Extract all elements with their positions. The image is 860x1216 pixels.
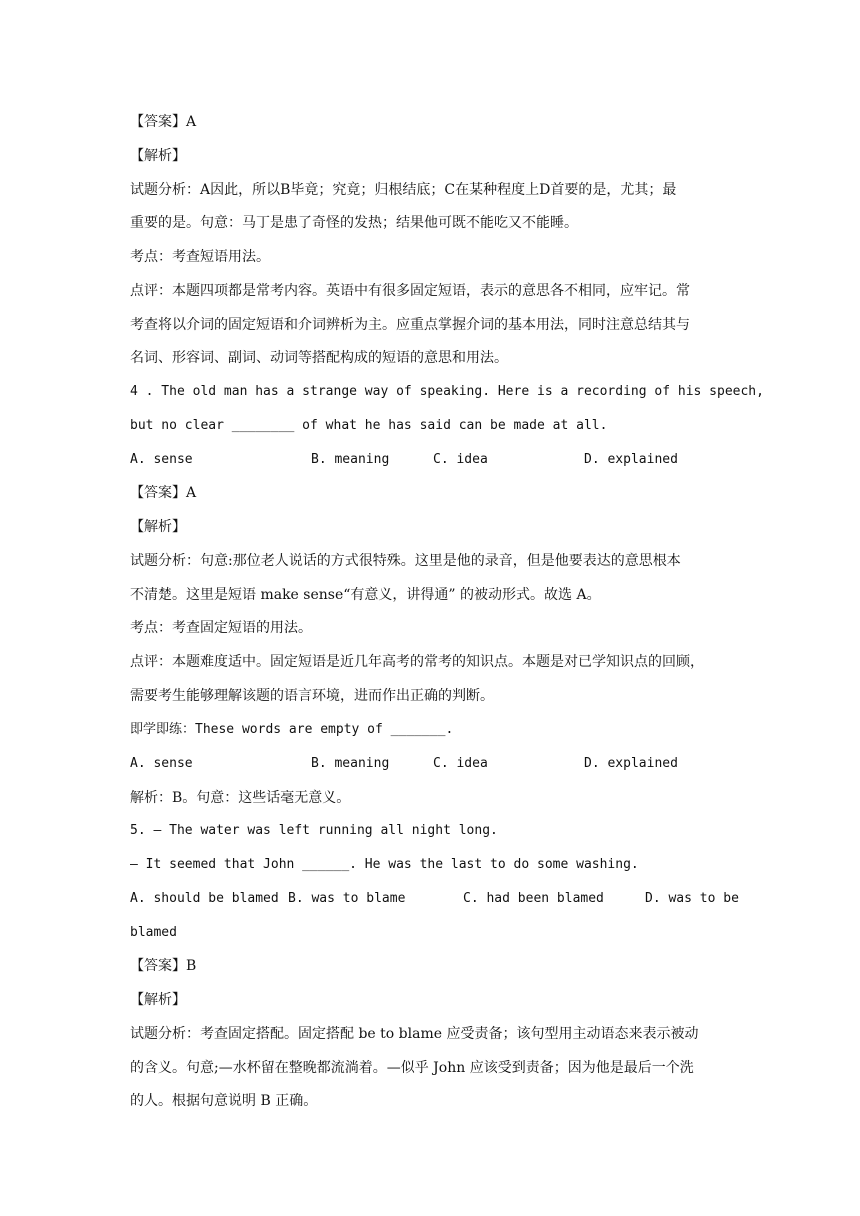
practice-option-c: C. idea (433, 756, 488, 771)
q5-analysis-line-2: 的含义。句意;—水杯留在整晚都流淌着。—似乎 John 应该受到责备；因为他是最后一个洗 (130, 1060, 694, 1076)
practice-option-a: A. sense (130, 756, 193, 771)
q5-option-c: C. had been blamed (463, 891, 604, 906)
q4-option-c: C. idea (433, 452, 488, 467)
q5-stem-line-1: 5. — The water was left running all night long. (130, 823, 498, 838)
q4-analysis-label: 【解析】 (130, 519, 186, 535)
q4-point: 考点：考查固定短语的用法。 (130, 620, 312, 636)
q4-option-a: A. sense (130, 452, 193, 467)
q5-analysis-line-3: 的人。根据句意说明 B 正确。 (130, 1093, 318, 1109)
q3-point: 考点：考查短语用法。 (130, 249, 270, 265)
q4-analysis-line-1: 试题分析：句意:那位老人说话的方式很特殊。这里是他的录音，但是他要表达的意思根本 (130, 553, 681, 569)
q5-analysis-label: 【解析】 (130, 992, 186, 1008)
q4-stem-line-2: but no clear ________ of what he has said can be made at all. (130, 418, 608, 433)
q5-analysis-line-1: 试题分析：考查固定搭配。固定搭配 be to blame 应受责备；该句型用主动语态来表示被动 (130, 1026, 699, 1042)
q3-answer: 【答案】A (130, 114, 197, 130)
q4-analysis-line-2: 不清楚。这里是短语 make sense“有意义，讲得通” 的被动形式。故选 A。 (130, 587, 601, 603)
q5-answer: 【答案】B (130, 958, 197, 974)
q5-option-b: B. was to blame (288, 891, 406, 906)
q3-comment-line-2: 考查将以介词的固定短语和介词辨析为主。应重点掌握介词的基本用法，同时注意总结其与 (130, 317, 690, 333)
q3-analysis-line-2: 重要的是。句意：马丁是患了奇怪的发热；结果他可既不能吃又不能睡。 (130, 215, 578, 231)
q4-option-b: B. meaning (311, 452, 390, 467)
q4-comment-line-1: 点评：本题难度适中。固定短语是近几年高考的常考的知识点。本题是对已学知识点的回顾， (130, 654, 704, 670)
q4-option-d: D. explained (584, 452, 678, 467)
q4-answer: 【答案】A (130, 485, 197, 501)
q5-option-d: D. was to be (645, 891, 739, 906)
q5-stem-line-2: — It seemed that John ______. He was the last to do some washing. (130, 857, 639, 872)
q3-analysis-line-1: 试题分析：A因此，所以B毕竟；究竟；归根结底；C在某种程度上D首要的是，尤其；最 (130, 182, 677, 198)
q5-option-wrap: blamed (130, 925, 177, 940)
q3-comment-line-3: 名词、形容词、副词、动词等搭配构成的短语的意思和用法。 (130, 350, 508, 366)
q4-stem-line-1: 4 . The old man has a strange way of speaking. Here is a recording of his speech, (130, 384, 764, 399)
practice-option-d: D. explained (584, 756, 678, 771)
q5-option-a: A. should be blamed (130, 891, 279, 906)
q4-practice-analysis: 解析：B。句意：这些话毫无意义。 (130, 790, 351, 806)
q3-analysis-label: 【解析】 (130, 148, 186, 164)
q4-comment-line-2: 需要考生能够理解该题的语言环境，进而作出正确的判断。 (130, 688, 494, 704)
q3-comment-line-1: 点评：本题四项都是常考内容。英语中有很多固定短语，表示的意思各不相同，应牢记。常 (130, 283, 690, 299)
practice-option-b: B. meaning (311, 756, 390, 771)
q4-practice: 即学即练：These words are empty of _______. (130, 722, 454, 737)
